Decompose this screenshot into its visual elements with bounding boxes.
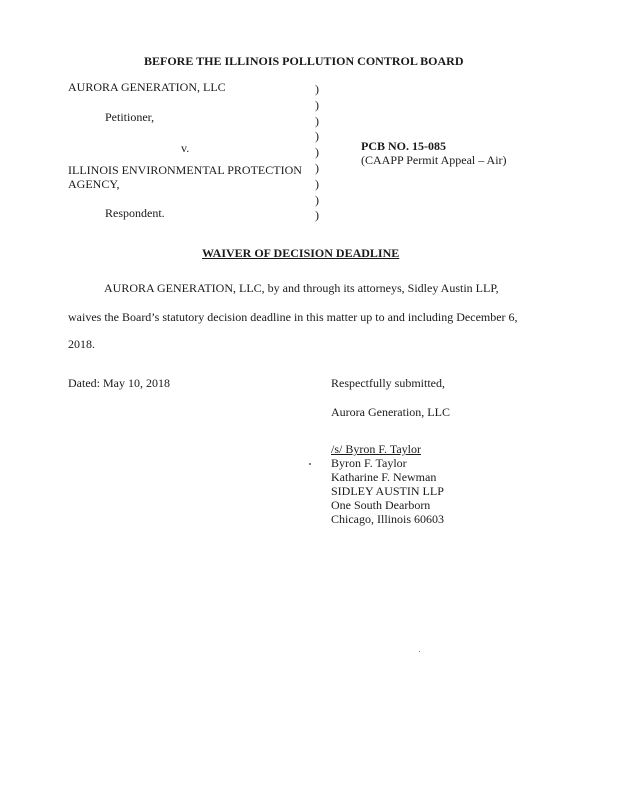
body-line-2: waives the Board’s statutory decision deadline in this matter up to and including December 6, [68,310,518,324]
case-number: PCB NO. 15-085 [361,139,446,153]
caption-paren: ) [315,176,319,191]
caption-paren: ) [315,129,319,144]
respondent-name-line1: ILLINOIS ENVIRONMENTAL PROTECTION [68,163,302,177]
caption-paren: ) [315,82,319,96]
electronic-signature: /s/ Byron F. Taylor [331,442,421,456]
versus-label: v. [181,141,190,155]
law-firm: SIDLEY AUSTIN LLP [331,484,444,498]
address-line-2: Chicago, Illinois 60603 [331,512,444,526]
party-name: Aurora Generation, LLC [331,405,450,419]
dated-line: Dated: May 10, 2018 [68,376,170,390]
body-line-1: AURORA GENERATION, LLC, by and through its attorneys, Sidley Austin LLP, [104,281,499,295]
caption-paren: ) [315,97,319,112]
caption-paren: ) [315,113,319,128]
caption-parentheses [315,82,329,224]
caption-paren: ) [315,145,319,160]
case-type: (CAAPP Permit Appeal – Air) [361,153,507,167]
respondent-name-line2: AGENCY, [68,177,120,191]
body-line-3: 2018. [68,337,95,351]
scan-speck [419,651,420,652]
caption-paren: ) [315,160,319,175]
court-heading: BEFORE THE ILLINOIS POLLUTION CONTROL BOARD [144,54,464,68]
document-title: WAIVER OF DECISION DEADLINE [202,246,400,260]
scan-speck [309,463,311,465]
petitioner-name: AURORA GENERATION, LLC [68,80,226,94]
caption-paren: ) [315,192,319,207]
address-line-1: One South Dearborn [331,498,431,512]
closing-line: Respectfully submitted, [331,376,445,390]
caption-paren: ) [315,208,319,223]
signer-name: Byron F. Taylor [331,456,407,470]
cosigner-name: Katharine F. Newman [331,470,437,484]
petitioner-role: Petitioner, [105,110,155,124]
respondent-role: Respondent. [105,206,165,220]
